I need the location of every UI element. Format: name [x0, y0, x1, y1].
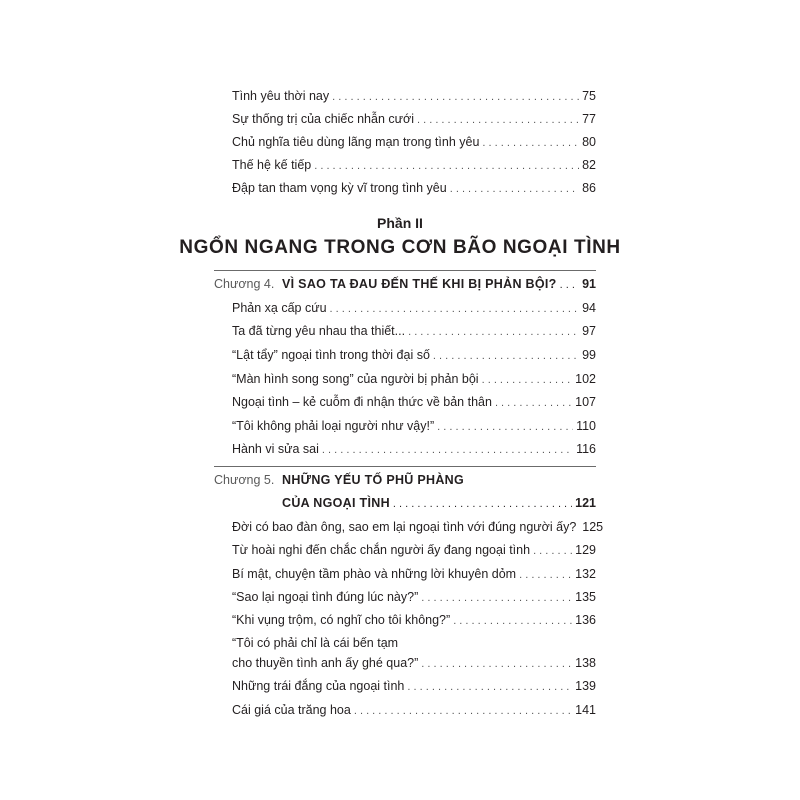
- dot-leader: [453, 610, 572, 632]
- toc-entry: [232, 699, 596, 721]
- entry-title: “Khi vụng trộm, có nghĩ cho tôi không?”: [232, 613, 451, 627]
- toc-entry: [232, 177, 596, 199]
- entry-title: Tình yêu thời nay: [232, 89, 330, 103]
- dot-leader: [408, 321, 579, 343]
- dot-leader: [482, 132, 579, 154]
- entry-title-line2: cho thuyền tình anh ấy ghé qua?”: [232, 656, 419, 670]
- entry-page: 77: [582, 112, 596, 126]
- dot-leader: [417, 109, 579, 131]
- chapter-heading: [214, 273, 596, 295]
- chapter-page: 121: [575, 496, 596, 510]
- divider: [214, 270, 596, 271]
- entry-title: “Tôi không phải loại người như vậy!”: [232, 419, 435, 433]
- entry-page: 138: [575, 656, 596, 670]
- chapter-title-line1: NHỮNG YẾU TỐ PHŨ PHÀNG: [282, 473, 465, 487]
- toc-entry: [232, 675, 596, 697]
- entry-title: Từ hoài nghi đến chắc chắn người ấy đang ngoại tình: [232, 543, 531, 557]
- chapter-title: VÌ SAO TA ĐAU ĐẾN THẾ KHI BỊ PHẢN BỘI?: [282, 277, 557, 291]
- entry-title: Phản xạ cấp cứu: [232, 301, 327, 315]
- entry-title: Sự thống trị của chiếc nhẫn cưới: [232, 112, 414, 126]
- entry-page: 125: [582, 520, 604, 534]
- toc-entry: [232, 516, 604, 538]
- entry-title: “Lật tẩy” ngoại tình trong thời đại số: [232, 348, 430, 362]
- dot-leader: [322, 439, 573, 461]
- dot-leader: [393, 493, 572, 515]
- entry-page: 94: [582, 301, 596, 315]
- entry-title: Những trái đắng của ngoại tình: [232, 679, 405, 693]
- entry-page: 116: [576, 442, 596, 456]
- entry-title-line1: “Tôi có phải chỉ là cái bến tạm: [232, 636, 399, 650]
- part-label: Phần II: [377, 215, 423, 231]
- dot-leader: [495, 392, 572, 414]
- toc-entry: [232, 320, 596, 342]
- entry-page: 110: [576, 419, 596, 433]
- entry-title: Ta đã từng yêu nhau tha thiết...: [232, 324, 406, 338]
- entry-page: 135: [575, 590, 596, 604]
- entry-page: 141: [575, 703, 596, 717]
- dot-leader: [332, 86, 579, 108]
- toc-entry: [232, 563, 596, 585]
- dot-leader: [533, 540, 572, 562]
- entry-page: 82: [582, 158, 596, 172]
- entry-page: 102: [575, 372, 596, 386]
- dot-leader: [437, 416, 573, 438]
- entry-title: Đập tan tham vọng kỳ vĩ trong tình yêu: [232, 181, 447, 195]
- chapter-number: Chương 4.: [214, 277, 275, 291]
- chapter-heading: [214, 469, 596, 491]
- toc-entry: [232, 539, 596, 561]
- dot-leader: [421, 587, 572, 609]
- dot-leader: [433, 345, 579, 367]
- entry-title: “Màn hình song song” của người bị phản bội: [232, 372, 479, 386]
- entry-page: 80: [582, 135, 596, 149]
- dot-leader: [519, 564, 572, 586]
- dot-leader: [560, 274, 579, 296]
- dot-leader: [330, 298, 580, 320]
- entry-title: “Sao lại ngoại tình đúng lúc này?”: [232, 590, 419, 604]
- entry-page: 97: [582, 324, 596, 338]
- entry-page: 86: [582, 181, 596, 195]
- toc-entry: [232, 609, 596, 631]
- toc-entry: [232, 415, 596, 437]
- entry-page: 139: [575, 679, 596, 693]
- toc-entry: [232, 85, 596, 107]
- dot-leader: [354, 700, 572, 722]
- toc-entry: [232, 297, 596, 319]
- toc-entry: [232, 652, 596, 674]
- entry-page: 136: [575, 613, 596, 627]
- entry-page: 132: [575, 567, 596, 581]
- entry-page: 75: [582, 89, 596, 103]
- chapter-number: Chương 5.: [214, 473, 275, 487]
- entry-title: Cái giá của trăng hoa: [232, 703, 351, 717]
- entry-page: 107: [575, 395, 596, 409]
- chapter-title-line2: CỦA NGOẠI TÌNH: [282, 496, 390, 510]
- toc-entry: [232, 154, 596, 176]
- dot-leader: [314, 155, 579, 177]
- dot-leader: [450, 178, 579, 200]
- entry-page: 129: [575, 543, 596, 557]
- toc-entry: [232, 108, 596, 130]
- chapter-heading-line2: [282, 492, 596, 514]
- dot-leader: [421, 653, 572, 675]
- entry-page: 99: [582, 348, 596, 362]
- toc-entry: [232, 391, 596, 413]
- toc-entry: [232, 438, 596, 460]
- divider: [214, 466, 596, 467]
- toc-entry: [232, 586, 596, 608]
- entry-title: Chủ nghĩa tiêu dùng lãng mạn trong tình yêu: [232, 135, 480, 149]
- entry-title: Đời có bao đàn ông, sao em lại ngoại tình với đúng người ấy?: [232, 520, 577, 534]
- entry-title: Ngoại tình – kẻ cuỗm đi nhận thức về bản thân: [232, 395, 492, 409]
- entry-title: Hành vi sửa sai: [232, 442, 319, 456]
- part-title: NGỔN NGANG TRONG CƠN BÃO NGOẠI TÌNH: [179, 237, 621, 258]
- entry-title: Thế hệ kế tiếp: [232, 158, 312, 172]
- toc-entry: [232, 368, 596, 390]
- toc-entry: [232, 131, 596, 153]
- dot-leader: [482, 369, 573, 391]
- chapter-page: 91: [582, 277, 596, 291]
- dot-leader: [407, 676, 572, 698]
- toc-entry: [232, 344, 596, 366]
- entry-title: Bí mật, chuyện tầm phào và những lời khuyên dỏm: [232, 567, 517, 581]
